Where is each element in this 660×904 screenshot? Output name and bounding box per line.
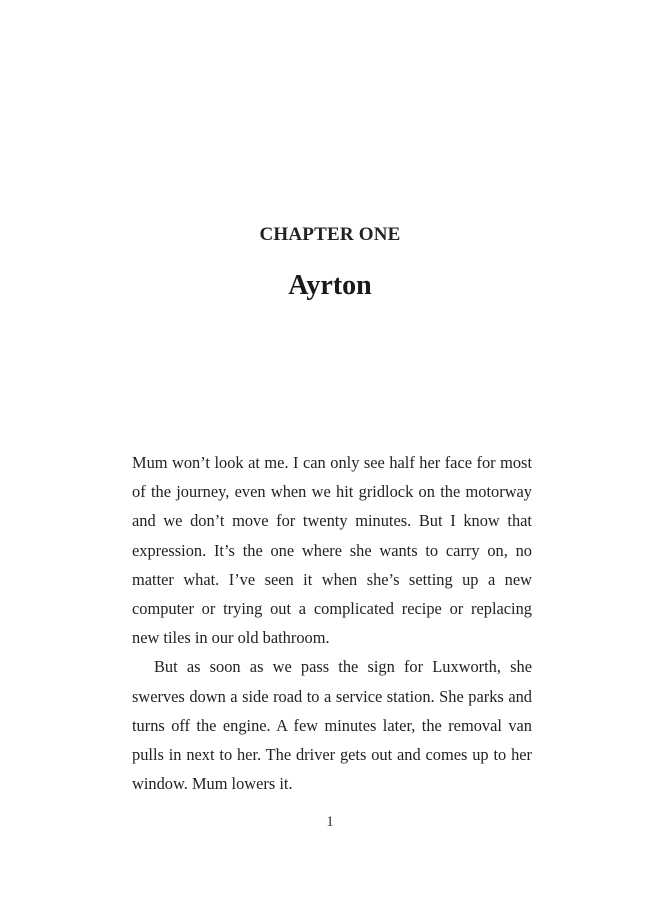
chapter-title: Ayrton [288, 270, 372, 301]
chapter-label: CHAPTER ONE [259, 224, 401, 245]
paragraph-1: Mum won’t look at me. I can only see half her face for most of the journey, even when we hit gridlock on the motorway and we don’t move for twenty minutes. But I know that expression. It’s the one where she wants to carry on, no matter what. I’ve seen it when she’s setting up a new computer or trying out a complicated recipe or replacing new tiles in our old bathroom. [132, 453, 532, 648]
chapter-body [132, 448, 532, 798]
page-number: 1 [326, 814, 334, 830]
paragraph-2: But as soon as we pass the sign for Luxworth, she swerves down a side road to a service station. She parks and turns off the engine. A few minutes later, the removal van pulls in next to her. The driver gets out and comes up to her window. Mum lowers it. [132, 657, 532, 794]
